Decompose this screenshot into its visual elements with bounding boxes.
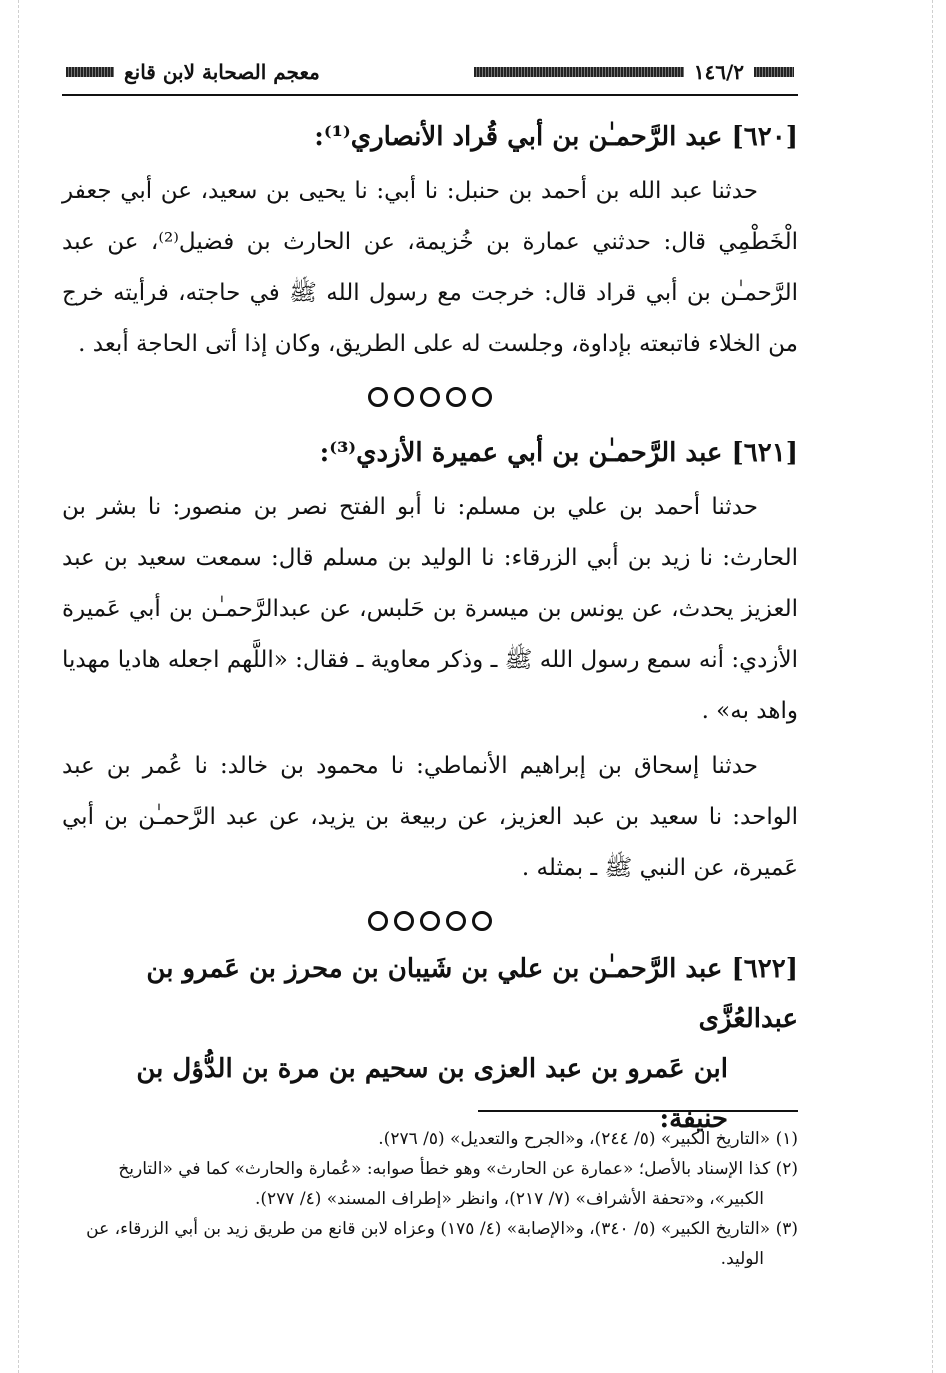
entry-621-paragraph-1: حدثنا أحمد بن علي بن مسلم: نا أبو الفتح نصر بن منصور: نا بشر بن الحارث: نا زيد بن أبي الزرقاء: نا الوليد بن مسلم قال: سمعت سعيد بن عبد العزيز يحدث، عن يونس بن ميسرة بن حَلبس، عن عبدالرَّحمـٰن بن أبي عَميرة الأزدي: أنه سمع رسول الله ﷺ ـ وذكر معاوية ـ فقال: «اللَّهم اجعله هاديا مهديا واهد به» .	[62, 494, 798, 724]
divider-star-icon	[394, 911, 414, 931]
entry-title-621: [٦٢١] عبد الرَّحمـٰن بن أبي عميرة الأزدي⁽³⁾:	[319, 438, 798, 468]
page-number: ١٤٦/٢	[693, 60, 744, 84]
section-divider	[62, 378, 798, 412]
entry-title-622-line1: [٦٢٢] عبد الرَّحمـٰن بن علي بن شَيبان بن محرز بن عَمرو بن عبدالعُزَّى	[146, 954, 798, 1034]
divider-star-icon	[472, 911, 492, 931]
header-ornament-bar	[754, 67, 794, 77]
divider-star-icon	[446, 387, 466, 407]
divider-star-icon	[368, 911, 388, 931]
header-title-group	[66, 60, 320, 84]
entry-620-paragraph: حدثنا عبد الله بن أحمد بن حنبل: نا أبي: نا يحيى بن سعيد، عن أبي جعفر الْخَطْمِي قال: حدثني عمارة بن خُزيمة، عن الحارث بن فضيل⁽²⁾، عن عبد الرَّحمـٰن بن أبي قراد قال: خرجت مع رسول الله ﷺ في حاجته، فرأيته خرج من الخلاء فاتبعته بإداوة، وجلست له على الطريق، وكان إذا أتى الحاجة أبعد .	[62, 178, 798, 357]
divider-star-icon	[446, 911, 466, 931]
divider-star-icon	[420, 911, 440, 931]
footnote-3: (٣) «التاريخ الكبير» (٥/ ٣٤٠)، و«الإصابة» (٤/ ١٧٥) وعزاه لابن قانع من طريق زيد بن أبي الزرقاء، عن الوليد.	[86, 1219, 798, 1269]
footnote-rule	[478, 1110, 798, 1112]
header-ornament-bar	[66, 67, 114, 77]
header-ornament-bar	[474, 67, 684, 77]
footnote-2: (٢) كذا الإسناد بالأصل؛ «عمارة عن الحارث» وهو خطأ صوابه: «عُمارة والحارث» كما في «التاريخ الكبير»، و«تحفة الأشراف» (٧/ ٢١٧)، وانظر «إطراف المسند» (٤/ ٢٧٧).	[118, 1159, 798, 1209]
running-header	[62, 50, 798, 96]
margin-guide-left	[18, 0, 19, 1373]
divider-star-icon	[368, 387, 388, 407]
entry-title-620: [٦٢٠] عبد الرَّحمـٰن بن أبي قُراد الأنصاري⁽¹⁾:	[314, 122, 798, 152]
footnote-1: (١) «التاريخ الكبير» (٥/ ٢٤٤)، و«الجرح والتعديل» (٥/ ٢٧٦).	[378, 1129, 798, 1149]
page-body	[62, 50, 798, 1150]
entry-title-622-line2: ابن عَمرو بن عبد العزى بن سحيم بن مرة بن الدُّؤل بن حنيفة:	[136, 1054, 728, 1134]
section-divider	[62, 902, 798, 936]
margin-guide-right	[932, 0, 933, 1373]
book-title: معجم الصحابة لابن قانع	[124, 60, 320, 84]
divider-star-icon	[394, 387, 414, 407]
footnotes	[62, 1110, 798, 1274]
divider-star-icon	[420, 387, 440, 407]
divider-star-icon	[472, 387, 492, 407]
header-page-group	[474, 60, 794, 84]
entry-621-paragraph-2: حدثنا إسحاق بن إبراهيم الأنماطي: نا محمود بن خالد: نا عُمر بن عبد الواحد: نا سعيد بن عبد العزيز، عن ربيعة بن يزيد، عن عبد الرَّحمـٰن بن أبي عَميرة، عن النبي ﷺ ـ بمثله .	[62, 753, 798, 881]
